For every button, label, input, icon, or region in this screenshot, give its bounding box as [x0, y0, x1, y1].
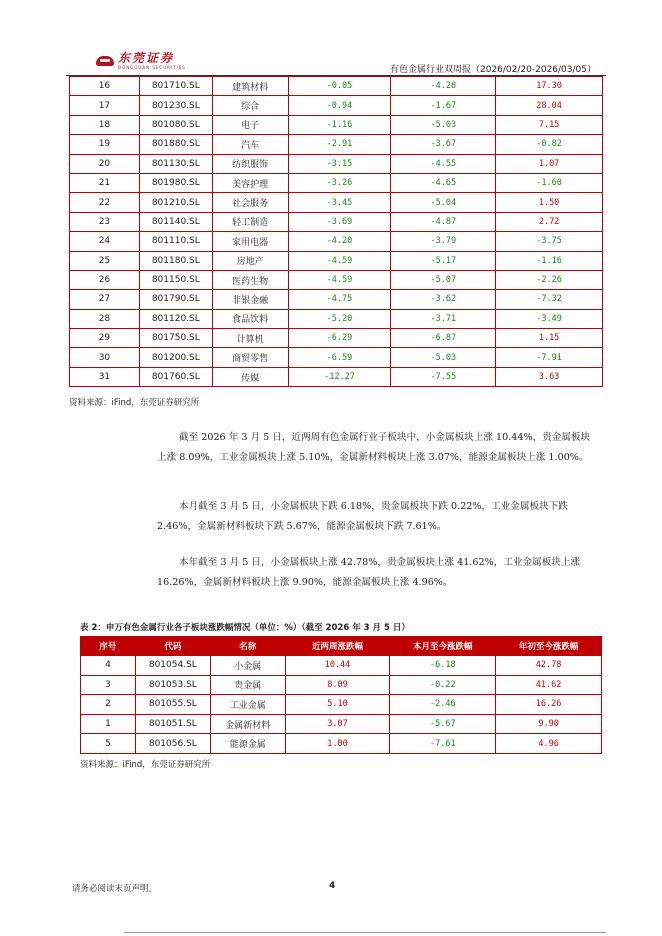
table-cell: 8.09 — [285, 675, 390, 695]
table-cell: 801200.SL — [139, 348, 212, 367]
table-header-cell: 代码 — [135, 637, 210, 656]
table-cell: 4.96 — [496, 734, 602, 754]
table-cell: 传媒 — [212, 367, 288, 386]
table-cell: 16.26 — [496, 695, 602, 715]
disclaimer-note: 请务必阅读末页声明。 — [72, 884, 158, 894]
table-row — [81, 695, 602, 715]
table-cell: 电子 — [212, 115, 288, 134]
table-cell: 1.00 — [285, 734, 390, 754]
table-cell: 家用电器 — [212, 232, 288, 251]
table-cell: -6.29 — [288, 329, 391, 348]
table-row — [70, 329, 603, 348]
table-cell: -5.03 — [391, 348, 496, 367]
table1-source: 资料来源：iFind，东莞证券研究所 — [69, 398, 200, 408]
table-cell: 23 — [70, 212, 140, 231]
table-cell: 20 — [70, 154, 140, 173]
table-cell: -5.03 — [391, 115, 496, 134]
table-cell: 1.07 — [496, 154, 603, 173]
table-header-cell: 本月至今涨跌幅 — [390, 637, 496, 656]
table-cell: 社会服务 — [212, 193, 288, 212]
table-cell: 801054.SL — [135, 656, 210, 676]
table-row — [70, 290, 603, 309]
table-row — [70, 154, 603, 173]
table-cell: 26 — [70, 270, 140, 289]
table-cell: 801980.SL — [139, 173, 212, 192]
table-cell: -3.26 — [288, 173, 391, 192]
table-cell: 综合 — [212, 96, 288, 115]
table-cell: 建筑材料 — [212, 77, 288, 96]
table-cell: 5 — [81, 734, 136, 754]
table-row — [70, 135, 603, 154]
paragraph-year: 本年截至 3 月 5 日，小金属板块上涨 42.78%，贵金属板块上涨 41.62%，工业金属板块上涨 16.26%，金属新材料板块上涨 9.90%，能源金属板块上涨 4.96%。 — [157, 557, 581, 588]
table-cell: -2.91 — [288, 135, 391, 154]
table-cell: 19 — [70, 135, 140, 154]
table-cell: 17 — [70, 96, 140, 115]
table-row — [70, 115, 603, 134]
table-row — [81, 656, 602, 676]
table-row — [70, 193, 603, 212]
table-row — [70, 309, 603, 328]
table-cell: 801710.SL — [139, 77, 212, 96]
table-cell: -1.60 — [496, 173, 603, 192]
footer-divider — [124, 932, 606, 933]
table-cell: -1.16 — [288, 115, 391, 134]
table-cell: -0.05 — [288, 77, 391, 96]
table-cell: -3.15 — [288, 154, 391, 173]
table-cell: 工业金属 — [210, 695, 285, 715]
table-cell: -3.67 — [391, 135, 496, 154]
table-cell: -0.94 — [288, 96, 391, 115]
table-row — [70, 348, 603, 367]
table-cell: 2.72 — [496, 212, 603, 231]
table-cell: -3.71 — [391, 309, 496, 328]
table-cell: 房地产 — [212, 251, 288, 270]
table-row — [81, 734, 602, 754]
table2-caption: 表 2：申万有色金属行业各子板块涨跌幅情况（单位：%）（截至 2026 年 3 月 5 日） — [80, 623, 410, 633]
table-cell: 贵金属 — [210, 675, 285, 695]
table-cell: 医药生物 — [212, 270, 288, 289]
table-cell: 801110.SL — [139, 232, 212, 251]
table-cell: -0.82 — [496, 135, 603, 154]
table-header-cell: 序号 — [81, 637, 136, 656]
table-row — [81, 714, 602, 734]
table-cell: -4.65 — [391, 173, 496, 192]
table-cell: -7.91 — [496, 348, 603, 367]
table-cell: 17.30 — [496, 77, 603, 96]
table-cell: 801760.SL — [139, 367, 212, 386]
table-cell: 801120.SL — [139, 309, 212, 328]
table-cell: 18 — [70, 115, 140, 134]
table-cell: 轻工制造 — [212, 212, 288, 231]
table-cell: -4.59 — [288, 251, 391, 270]
table-cell: -4.28 — [391, 77, 496, 96]
table-cell: -4.20 — [288, 232, 391, 251]
logo-chinese-name: 东莞证券 — [118, 51, 175, 65]
table-cell: -5.67 — [390, 714, 496, 734]
table-cell: -2.46 — [390, 695, 496, 715]
table-cell: 801140.SL — [139, 212, 212, 231]
table-cell: -5.07 — [391, 270, 496, 289]
table-cell: 24 — [70, 232, 140, 251]
table-cell: 汽车 — [212, 135, 288, 154]
table2-source: 资料来源：iFind，东莞证券研究所 — [80, 760, 211, 770]
table-cell: -5.20 — [288, 309, 391, 328]
table-cell: 30 — [70, 348, 140, 367]
table-cell: 1 — [81, 714, 136, 734]
table-cell: -3.79 — [391, 232, 496, 251]
table-cell: -3.69 — [288, 212, 391, 231]
table-cell: 10.44 — [285, 656, 390, 676]
table-cell: -6.18 — [390, 656, 496, 676]
table-cell: 41.62 — [496, 675, 602, 695]
table-cell: 商贸零售 — [212, 348, 288, 367]
table-cell: -1.67 — [391, 96, 496, 115]
table-row — [70, 232, 603, 251]
table-cell: -7.61 — [390, 734, 496, 754]
table-cell: 纺织服饰 — [212, 154, 288, 173]
table-cell: -3.49 — [496, 309, 603, 328]
table-cell: -3.45 — [288, 193, 391, 212]
table-cell: 4 — [81, 656, 136, 676]
table-cell: -7.32 — [496, 290, 603, 309]
table-cell: 801180.SL — [139, 251, 212, 270]
table-cell: 801230.SL — [139, 96, 212, 115]
table-cell: 22 — [70, 193, 140, 212]
table-cell: 3.07 — [285, 714, 390, 734]
table-cell: 801056.SL — [135, 734, 210, 754]
table-row — [70, 270, 603, 289]
table-cell: 小金属 — [210, 656, 285, 676]
table-cell: -3.75 — [496, 232, 603, 251]
table-cell: -1.16 — [496, 251, 603, 270]
table-cell: 42.78 — [496, 656, 602, 676]
table-cell: -4.75 — [288, 290, 391, 309]
table-cell: 801130.SL — [139, 154, 212, 173]
table-cell: -2.26 — [496, 270, 603, 289]
table-cell: 801750.SL — [139, 329, 212, 348]
table-cell: 5.10 — [285, 695, 390, 715]
table-cell: 25 — [70, 251, 140, 270]
table-cell: -6.87 — [391, 329, 496, 348]
table-cell: -12.27 — [288, 367, 391, 386]
table-cell: 1.15 — [496, 329, 603, 348]
table-header-cell: 名称 — [210, 637, 285, 656]
table-cell: 能源金属 — [210, 734, 285, 754]
page-number: 4 — [329, 881, 336, 891]
report-header-title: 有色金属行业双周报（2026/02/20-2026/03/05） — [390, 65, 596, 75]
table-cell: 27 — [70, 290, 140, 309]
table-cell: -6.59 — [288, 348, 391, 367]
table-row — [70, 212, 603, 231]
table-cell: 食品饮料 — [212, 309, 288, 328]
table-cell: 801080.SL — [139, 115, 212, 134]
table-cell: 801150.SL — [139, 270, 212, 289]
table-cell: 801055.SL — [135, 695, 210, 715]
table-cell: 801210.SL — [139, 193, 212, 212]
table-cell: 2 — [81, 695, 136, 715]
table-cell: -4.59 — [288, 270, 391, 289]
table-cell: 28 — [70, 309, 140, 328]
logo-english-name: DONGGUAN SECURITIES — [118, 65, 186, 70]
table-row — [70, 96, 603, 115]
company-logo — [96, 52, 186, 70]
table-cell: 801051.SL — [135, 714, 210, 734]
table-cell: -7.55 — [391, 367, 496, 386]
table-cell: 非银金融 — [212, 290, 288, 309]
table-header-cell: 年初至今涨跌幅 — [496, 637, 602, 656]
table-cell: -3.62 — [391, 290, 496, 309]
table-cell: -4.55 — [391, 154, 496, 173]
table-cell: 9.90 — [496, 714, 602, 734]
industry-performance-table — [69, 76, 603, 387]
logo-emblem-icon — [96, 54, 114, 68]
table-cell: 16 — [70, 77, 140, 96]
table-cell: 金属新材料 — [210, 714, 285, 734]
table-cell: -4.87 — [391, 212, 496, 231]
table-cell: -5.04 — [391, 193, 496, 212]
table-header-cell: 近两周涨跌幅 — [285, 637, 390, 656]
table-cell: 29 — [70, 329, 140, 348]
table-row — [70, 77, 603, 96]
paragraph-month: 本月截至 3 月 5 日，小金属板块下跌 6.18%，贵金属板块下跌 0.22%，工业金属板块下跌 2.46%，金属新材料板块下跌 5.67%，能源金属板块下跌 7.61%。 — [157, 501, 568, 532]
table-cell: 801790.SL — [139, 290, 212, 309]
table-row — [70, 367, 603, 386]
table-cell: 3 — [81, 675, 136, 695]
table-cell: 801880.SL — [139, 135, 212, 154]
table-cell: 21 — [70, 173, 140, 192]
table-cell: -5.17 — [391, 251, 496, 270]
table-row — [81, 675, 602, 695]
table-cell: 31 — [70, 367, 140, 386]
table-cell: 美容护理 — [212, 173, 288, 192]
table-cell: 计算机 — [212, 329, 288, 348]
subsector-performance-table — [80, 636, 602, 754]
table-cell: 1.50 — [496, 193, 603, 212]
table-cell: 7.15 — [496, 115, 603, 134]
paragraph-two-week: 截至 2026 年 3 月 5 日，近两周有色金属行业子板块中，小金属板块上涨 10.44%，贵金属板块上涨 8.09%，工业金属板块上涨 5.10%，金属新材料板块上涨 3.07%，能源金属板块上涨 1.00%。 — [157, 432, 591, 463]
table-cell: 801053.SL — [135, 675, 210, 695]
table-row — [70, 251, 603, 270]
table-cell: 28.04 — [496, 96, 603, 115]
table-row — [70, 173, 603, 192]
table-cell: -0.22 — [390, 675, 496, 695]
table-cell: 3.63 — [496, 367, 603, 386]
